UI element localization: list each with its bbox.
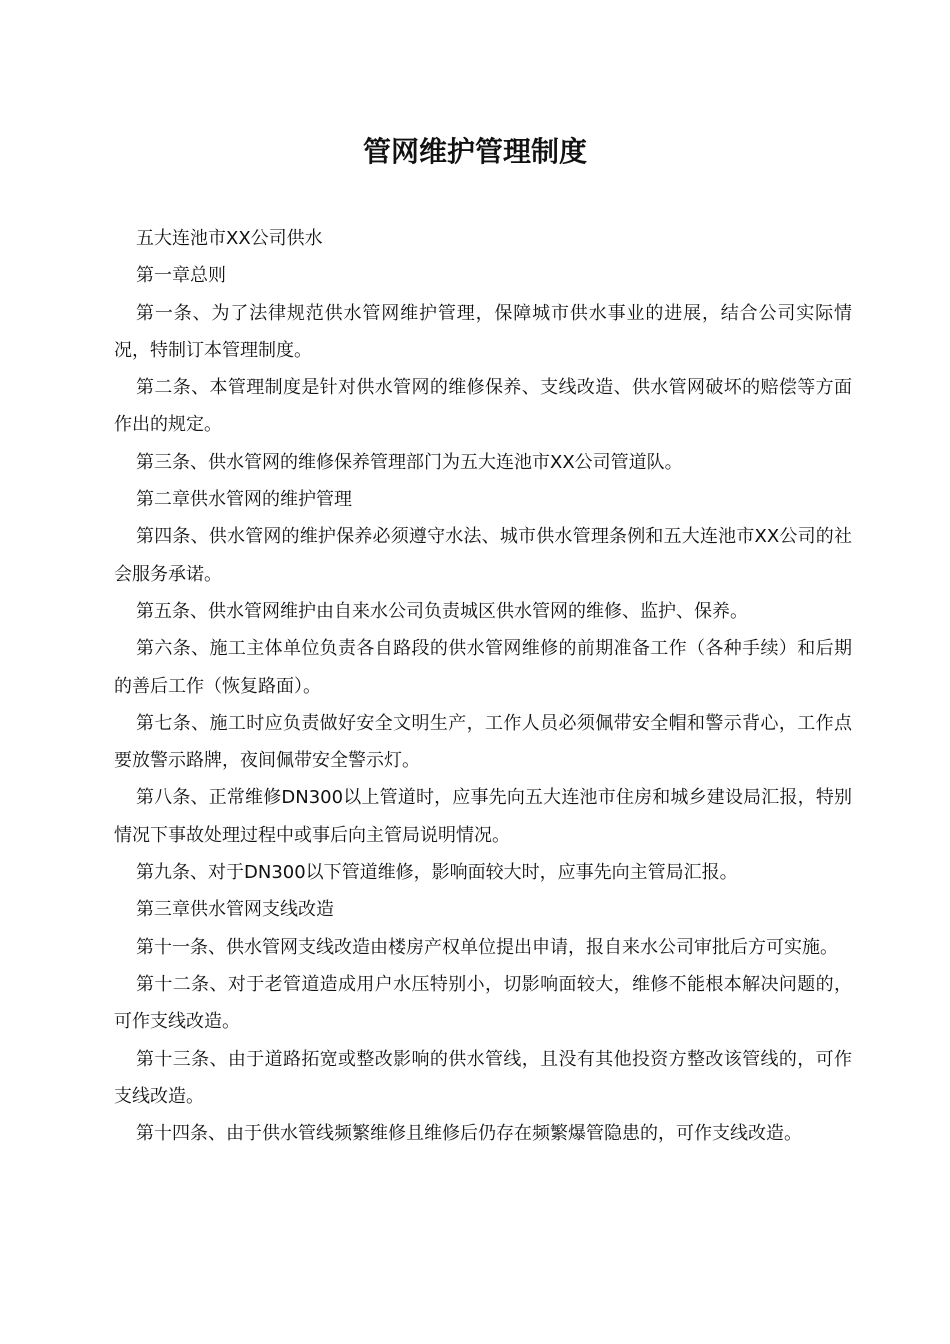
chapter-heading: 第三章供水管网支线改造 xyxy=(136,899,334,921)
paragraph: 第三条、供水管网的维修保养管理部门为五大连池市XX公司管道队。 xyxy=(136,451,683,473)
paragraph: 第四条、供水管网的维护保养必须遵守水法、城市供水管理条例和五大连池市XX公司的社会服务承诺。 xyxy=(114,526,852,585)
paragraph: 第十三条、由于道路拓宽或整改影响的供水管线，且没有其他投资方整改该管线的，可作支线改造。 xyxy=(114,1048,852,1107)
paragraph: 第七条、施工时应负责做好安全文明生产，工作人员必须佩带安全帽和警示背心，工作点要放警示路牌，夜间佩带安全警示灯。 xyxy=(114,712,852,772)
paragraph: 第十四条、由于供水管线频繁维修且维修后仍存在频繁爆管隐患的，可作支线改造。 xyxy=(136,1123,802,1145)
paragraph: 第五条、供水管网维护由自来水公司负责城区供水管网的维修、监护、保养。 xyxy=(136,600,748,622)
paragraph: 第九条、对于DN300以下管道维修，影响面较大时，应事先向主管局汇报。 xyxy=(136,862,738,884)
paragraph: 第八条、正常维修DN300以上管道时，应事先向五大连池市住房和城乡建设局汇报，特别情况下事故处理过程中或事后向主管局说明情况。 xyxy=(114,787,852,846)
chapter-heading: 第二章供水管网的维护管理 xyxy=(136,489,352,511)
chapter-heading: 第一章总则 xyxy=(136,265,226,287)
paragraph: 第十二条、对于老管道造成用户水压特别小，切影响面较大，维修不能根本解决问题的，可作支线改造。 xyxy=(114,973,852,1033)
paragraph: 第六条、施工主体单位负责各自路段的供水管网维修的前期准备工作（各种手续）和后期的善后工作（恢复路面）。 xyxy=(114,638,852,697)
paragraph: 五大连池市XX公司供水 xyxy=(136,228,323,249)
paragraph: 第十一条、供水管网支线改造由楼房产权单位提出申请，报自来水公司审批后方可实施。 xyxy=(136,936,838,958)
paragraph: 第二条、本管理制度是针对供水管网的维修保养、支线改造、供水管网破坏的赔偿等方面作出的规定。 xyxy=(114,377,852,436)
paragraph: 第一条、为了法律规范供水管网维护管理，保障城市供水事业的进展，结合公司实际情况，特制订本管理制度。 xyxy=(114,302,852,361)
document-body xyxy=(114,220,852,1152)
document-title: 管网维护管理制度 xyxy=(362,135,587,168)
